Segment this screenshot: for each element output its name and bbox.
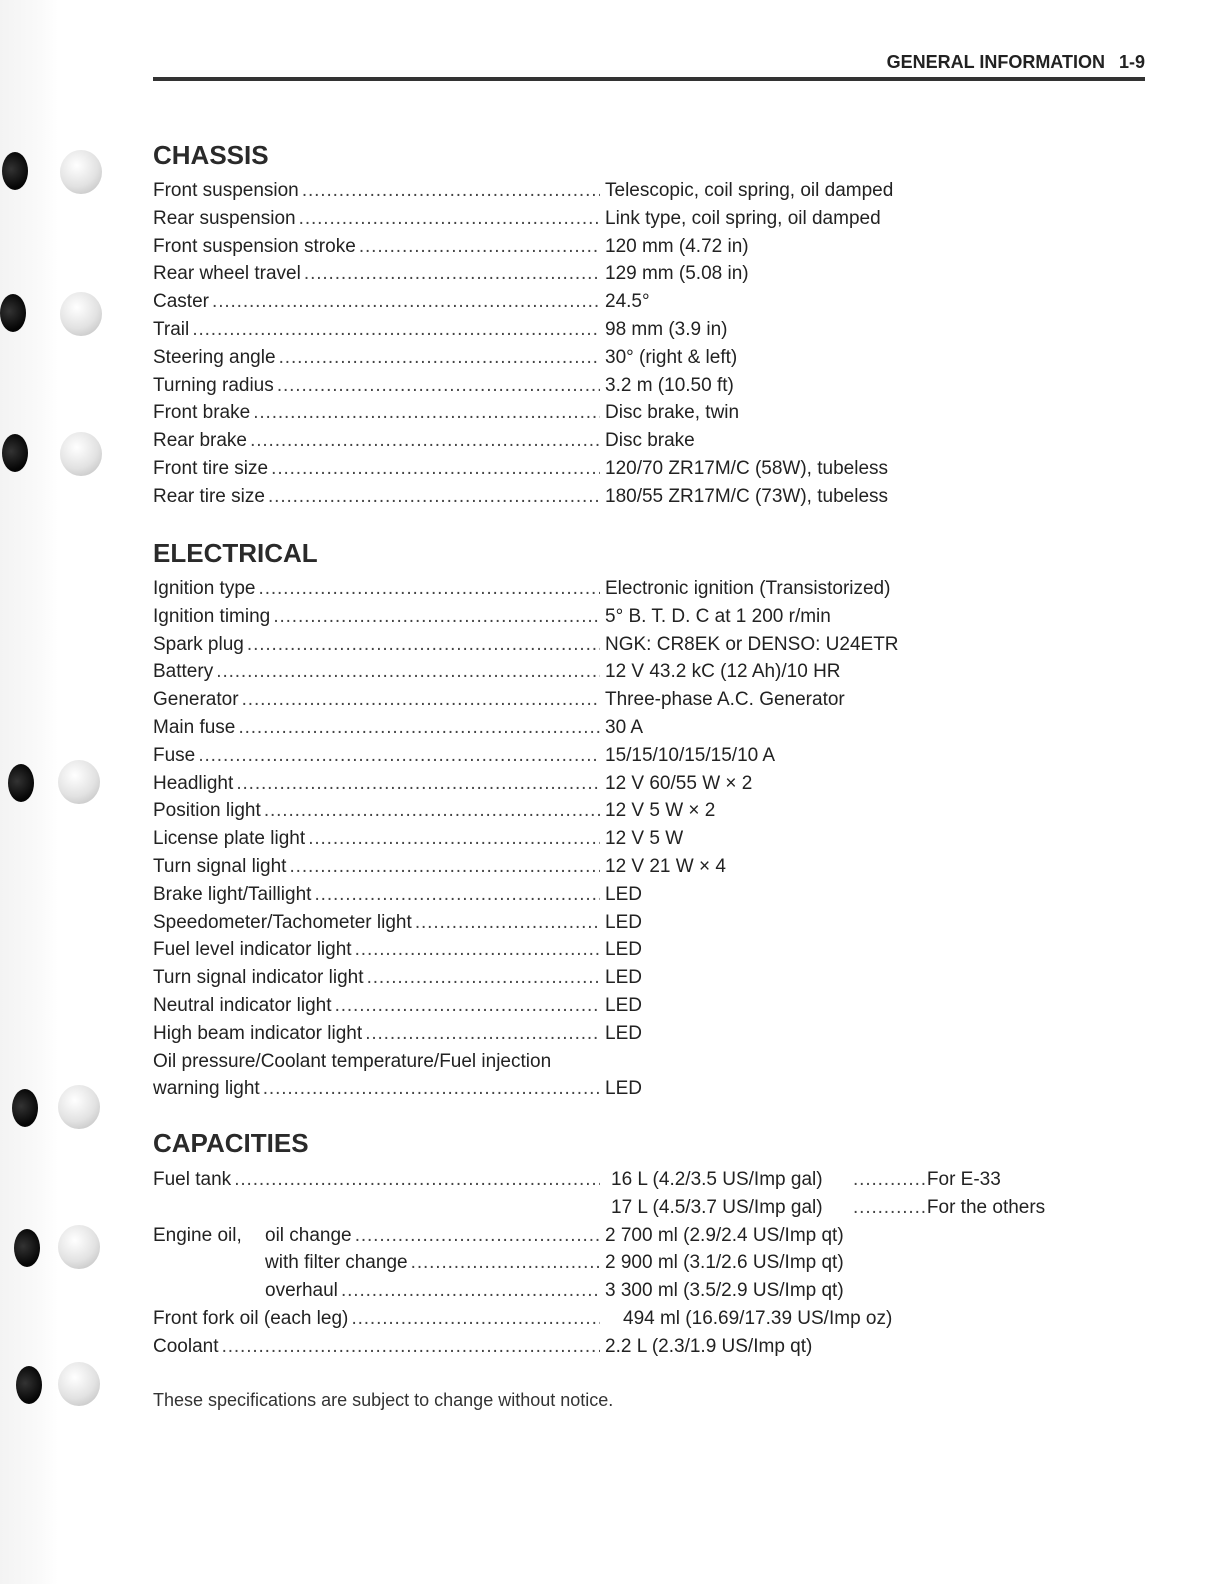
spec-note: . . . For E-33 [853,1166,1001,1194]
spec-label: Front brake . . . [153,399,600,427]
spec-value: 16 L (4.2/3.5 US/Imp gal) [611,1169,823,1190]
spec-value: LED [605,883,642,905]
spec-label: with filter change . . . [265,1249,600,1277]
spec-note: . . . For the others [853,1194,1045,1222]
spec-value: LED [605,939,642,961]
spec-row [153,1194,1053,1222]
spec-label: Generator . . . [153,686,600,714]
spec-row [153,1222,1053,1250]
spec-row [153,205,1053,233]
spec-label: Front tire size . . . [153,455,600,483]
spec-value: 30 A [605,716,644,738]
spec-row [153,233,1053,261]
spec-row [153,1020,1053,1048]
spec-row [153,1075,1053,1103]
spec-row [153,742,1053,770]
spec-label: Oil pressure/Coolant temperature/Fuel injection [153,1050,552,1072]
spec-row [153,909,1053,937]
spec-label: Front fork oil (each leg) . . . [153,1305,600,1333]
spec-value: 98 mm (3.9 in) [605,318,728,340]
spec-row [153,483,1053,511]
section-title-electrical: ELECTRICAL [153,538,318,568]
spec-value: 2 700 ml (2.9/2.4 US/Imp qt) [605,1224,844,1246]
spec-value: Link type, coil spring, oil damped [605,207,881,229]
spec-row [153,992,1053,1020]
spec-value: 120 mm (4.72 in) [605,235,749,257]
spec-value: Electronic ignition (Transistorized) [605,578,891,599]
spec-label: Caster . . . [153,288,600,316]
chassis-spec-table [153,177,1053,511]
spec-label: Ignition type . . . [153,575,600,603]
running-header [155,52,1145,73]
spec-row [153,714,1053,742]
spec-value: 12 V 60/55 W × 2 [605,772,753,794]
capacities-spec-table [153,1166,1053,1361]
spec-row [153,260,1053,288]
spec-label: oil change . . . [265,1222,600,1250]
spec-row [153,288,1053,316]
spec-row [153,853,1053,881]
spec-label: Rear suspension . . . [153,205,600,233]
spec-label: Turn signal indicator light . . . [153,964,600,992]
spec-value: Disc brake, twin [605,402,740,424]
spec-label-prefix: Engine oil, [153,1224,242,1246]
spec-row [153,881,1053,909]
spec-label: Turning radius . . . [153,372,600,400]
spec-value: 15/15/10/15/15/10 A [605,744,776,766]
spec-value: 12 V 5 W [605,828,684,850]
section-title-chassis: CHASSIS [153,140,269,170]
spec-value: 2.2 L (2.3/1.9 US/Imp qt) [605,1335,813,1357]
spec-label: Spark plug . . . [153,631,600,659]
spec-label: Front suspension . . . [153,177,600,205]
spec-row [153,455,1053,483]
spec-value: LED [605,1078,642,1100]
spec-value: Disc brake [605,430,695,452]
spec-label: Front suspension stroke . . . [153,233,600,261]
spec-value: LED [605,911,642,933]
spec-label: overhaul . . . [265,1277,600,1305]
spec-label: Rear wheel travel . . . [153,260,600,288]
spec-label: Rear brake . . . [153,427,600,455]
spec-label: Fuel tank . . . [153,1166,600,1194]
spec-label: Coolant . . . [153,1333,600,1361]
spec-label: Steering angle . . . [153,344,600,372]
spec-row [153,603,1053,631]
spec-row [153,316,1053,344]
section-title-capacities: CAPACITIES [153,1128,309,1158]
spec-value: Three-phase A.C. Generator [605,689,845,711]
spec-label: License plate light . . . [153,825,600,853]
footnote: These specifications are subject to change without notice. [153,1390,614,1410]
spec-value: 24.5° [605,291,650,313]
spec-value: 12 V 5 W × 2 [605,800,716,822]
spec-label: Rear tire size . . . [153,483,600,511]
spec-row [153,1277,1053,1305]
spec-row [153,1333,1053,1361]
spec-value: 3 300 ml (3.5/2.9 US/Imp qt) [605,1280,844,1302]
spec-row [153,427,1053,455]
spec-row [153,372,1053,400]
spec-label: Fuel level indicator light . . . [153,936,600,964]
spec-label: Battery . . . [153,658,600,686]
spec-label: Turn signal light . . . [153,853,600,881]
spec-row [153,936,1053,964]
spec-label: Position light . . . [153,797,600,825]
spec-label: warning light . . . [153,1075,600,1103]
spec-label: Neutral indicator light . . . [153,992,600,1020]
spec-label: Speedometer/Tachometer light . . . [153,909,600,937]
spec-row [153,1166,1053,1194]
spec-value: LED [605,967,642,989]
spec-value: NGK: CR8EK or DENSO: U24ETR [605,633,899,655]
spec-value: Telescopic, coil spring, oil damped [605,180,894,201]
spec-value: 17 L (4.5/3.7 US/Imp gal) [611,1196,823,1218]
spec-value: 3.2 m (10.50 ft) [605,374,734,396]
spec-label: Headlight . . . [153,770,600,798]
spec-row [153,1305,1053,1333]
spec-value: LED [605,1022,642,1044]
spec-label: Brake light/Taillight . . . [153,881,600,909]
spec-value: 2 900 ml (3.1/2.6 US/Imp qt) [605,1252,844,1274]
spec-label: Trail . . . [153,316,600,344]
spec-row [153,631,1053,659]
spec-label: Main fuse . . . [153,714,600,742]
spec-value: 30° (right & left) [605,346,738,368]
spec-row [153,686,1053,714]
spec-row [153,344,1053,372]
spec-label: High beam indicator light . . . [153,1020,600,1048]
spec-value: 12 V 21 W × 4 [605,855,726,877]
spec-row [153,399,1053,427]
spec-value: LED [605,994,642,1016]
spec-row [153,658,1053,686]
header-section: GENERAL INFORMATION [886,52,1105,72]
spec-row [153,964,1053,992]
page-number: 1-9 [1118,52,1145,72]
spec-value: 12 V 43.2 kC (12 Ah)/10 HR [605,661,841,683]
electrical-spec-table [153,575,1053,1103]
spec-label: Ignition timing . . . [153,603,600,631]
header-rule [153,77,1145,81]
spec-value: 180/55 ZR17M/C (73W), tubeless [605,485,889,507]
spec-row [153,797,1053,825]
spec-row [153,1249,1053,1277]
spec-row [153,1048,1053,1076]
spec-label: Fuse . . . [153,742,600,770]
spec-row [153,575,1053,603]
spec-row [153,177,1053,205]
spec-row [153,770,1053,798]
spec-value: 129 mm (5.08 in) [605,263,749,285]
spec-value: 120/70 ZR17M/C (58W), tubeless [605,457,889,479]
spec-value: 494 ml (16.69/17.39 US/Imp oz) [623,1307,893,1329]
spec-value: 5° B. T. D. C at 1 200 r/min [605,605,831,627]
spec-row [153,825,1053,853]
